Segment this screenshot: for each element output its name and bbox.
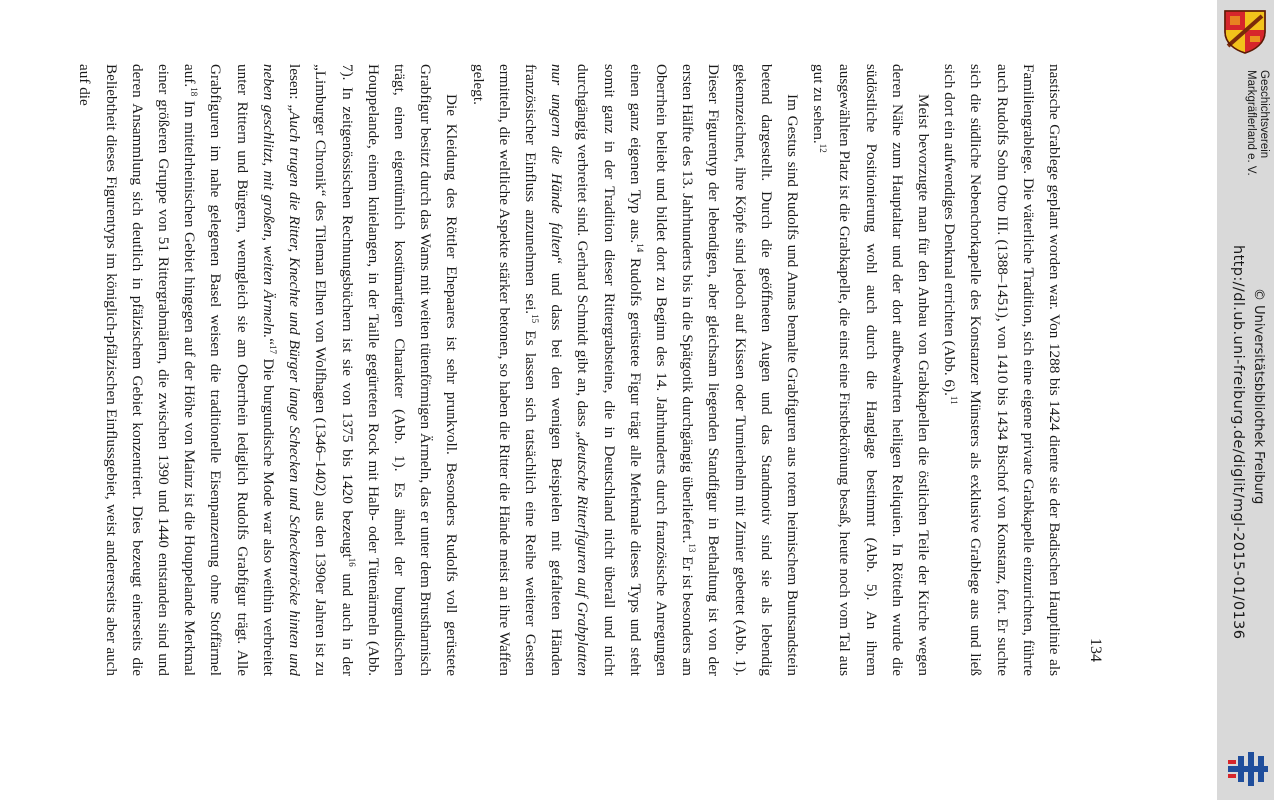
footnote-ref: 14 — [634, 243, 645, 253]
text-run: Die burgundische Mode war also weithin verbreitet unter Rittern und Bürgern, wenngleich sie am Oberrhein lediglich Rudolfs Grabfigur trägt. Alle Grabfiguren im nahe gelegenen Basel weisen die traditionelle Eisenpanzerung ohne Stoffärmel auf. — [181, 64, 277, 676]
coat-of-arms-icon — [1222, 8, 1268, 54]
footnote-ref: 15 — [530, 314, 540, 324]
italic-quote: Auch trugen die Ritter, Knechte und Bürger lange Schecken und Scheckenröcke hinten und neben geschlitzt, mit großen, weiten Ärmeln. — [259, 64, 304, 676]
text-run: Meist bevorzugte man für den Anbau von Grabkapellen die östlichen Teile der Kirche wegen deren Nähe zum Hauptaltar und der dort aufbewahrten heiligen Reliquien. In Rötteln wurde die südöstliche Positionierung wohl auch durch die Hanglage bestimmt (Abb. 5). An ihrem ausgewählten Platz ist die Grabkapelle, die einst eine Firstbekrönung besaß, heute noch vom Tal aus gut zu sehen. — [810, 64, 932, 676]
text-run: Im mittelrheinischen Gebiet hingegen auf der Höhe von Mainz ist die Houppelande Merkmal einer größeren Gruppe von 51 Rittergrabmälern, die zwischen 1390 und 1440 entstanden sind und deren Ansammlung sich deutlich in pfälzischem Gebiet konzentriert. Dies bezeugt einerseits die Beliebtheit dieses Figurentyps im königlich-pfälzischen Einflussgebiet, weist andererseits aber auch auf die — [76, 64, 199, 676]
body-paragraph — [805, 64, 936, 676]
text-run: nastische Grablege geplant worden war. Von 1288 bis 1424 diente sie der Badischen Hauptlinie als Familiengrablege. Die väterliche Tradition, sich eine eigene private Grabkapelle einzurichten, führte auch Rudolfs Sohn Otto III. (1388–1451), von 1410 bis 1434 Bischof von Konstanz, fort. Er suchte sich die südliche Nebenchorkapelle des Konstanzer Münsters als exklusive Grablege aus und ließ sich dort ein aufwendiges Denkmal errichten (Abb. 6). — [941, 64, 1063, 676]
text-run: Die Kleidung des Röttler Ehepaares ist sehr prunkvoll. Besonders Rudolfs voll gerüstete Grabfigur besitzt durch das Wams mit weiten tütenförmigen Ärmeln, das er unter dem Brustharnisch trägt, einen eigentümlich kostümartigen Charakter (Abb. 1). Es ähnelt der burgundischen Houppelande, einem knielangen, in der Taille gegürteten Rock mit Halb- oder Tütenärmeln (Abb. 7). In zeitgenössischen Rechnungsbüchern ist sie von 1375 bis 1420 bezeugt — [338, 64, 461, 676]
society-line-1: Geschichtsverein — [1258, 70, 1270, 159]
footnote-ref: 13 — [687, 543, 698, 553]
copyright-wrap — [1250, 288, 1268, 504]
body-paragraph — [71, 64, 464, 676]
text-run: und auch in der „Limburger Chronik“ des Tileman Elhen von Wolfhagen (1346–1402) aus den 1390er Jahren ist zu lesen: „ — [286, 64, 356, 676]
footnote-ref: 11 — [949, 395, 960, 405]
page-number-wrap — [1086, 638, 1104, 662]
text-run: Im Gestus sind Rudolfs und Annas bemalte Grabfiguren aus rotem heimischem Buntsandstein betend dargestellt. Durch die geöffneten Augen und das Standmotiv sind sie als lebendig gekennzeichnet, ihre Köpfe sind jedoch auf Kissen oder Turnierhelm mit Zimier gebettet (Abb. 1). Dieser Figurentyp der lebendigen, aber gleichsam liegenden Standfigur in Bethaltung ist von der ersten Hälfte des 13. Jahrhunderts bis in die Spätgotik durchgängig überliefert. — [679, 64, 801, 676]
page-number: 134 — [1087, 638, 1104, 662]
society-line-2: Markgräflerland e. V. — [1245, 70, 1257, 176]
footnote-ref: 12 — [818, 143, 829, 153]
source-url-link[interactable]: http://dl.ub.uni-freiburg.de/diglit/mgl-2015-01/0136 — [1230, 245, 1246, 640]
italic-quote: deutsche Ritterfiguren auf Grabplatten nur ungern die Hände falten — [548, 64, 592, 677]
footnote-ref: 16 — [346, 557, 357, 567]
society-text — [1244, 70, 1270, 176]
url-wrap — [1229, 245, 1247, 639]
text-run: Rudolfs gerüstete Figur trägt alle Merkmale dieses Typs und steht somit ganz in der Tradition dieser Rittergrabsteine, die in Deutschland nicht überall und nicht durchgängig verbreitet sind. Gerhard Schmidt gibt an, dass „ — [574, 64, 644, 676]
footnote-ref: 18 — [189, 87, 200, 97]
footnote-ref: 17 — [267, 344, 278, 354]
copyright-text: © Universitätsbibliothek Freiburg — [1251, 288, 1266, 505]
text-run: Es lassen sich tatsächlich eine Reihe weiterer Gesten ermitteln, die weltliche Aspekte stärker betonen, so haben die Ritter die Hände meist an ihre Waffen gelegt. — [469, 64, 539, 676]
text-run: “ — [259, 338, 277, 345]
text-run: “ und dass bei den wenigen Beispielen mit gefalteten Händen französischer Einfluss anzunehmen sei. — [521, 64, 566, 676]
body-paragraph — [464, 64, 805, 676]
body-paragraph — [936, 64, 1067, 676]
page-text-block — [71, 64, 1067, 676]
ub-freiburg-logo-icon — [1226, 748, 1270, 790]
text-run: Er ist besonders am Oberrhein beliebt und bildet dort zu Beginn des 14. Jahrhunderts durch französische Anregungen einen ganz eigenen Typ aus. — [626, 64, 697, 676]
